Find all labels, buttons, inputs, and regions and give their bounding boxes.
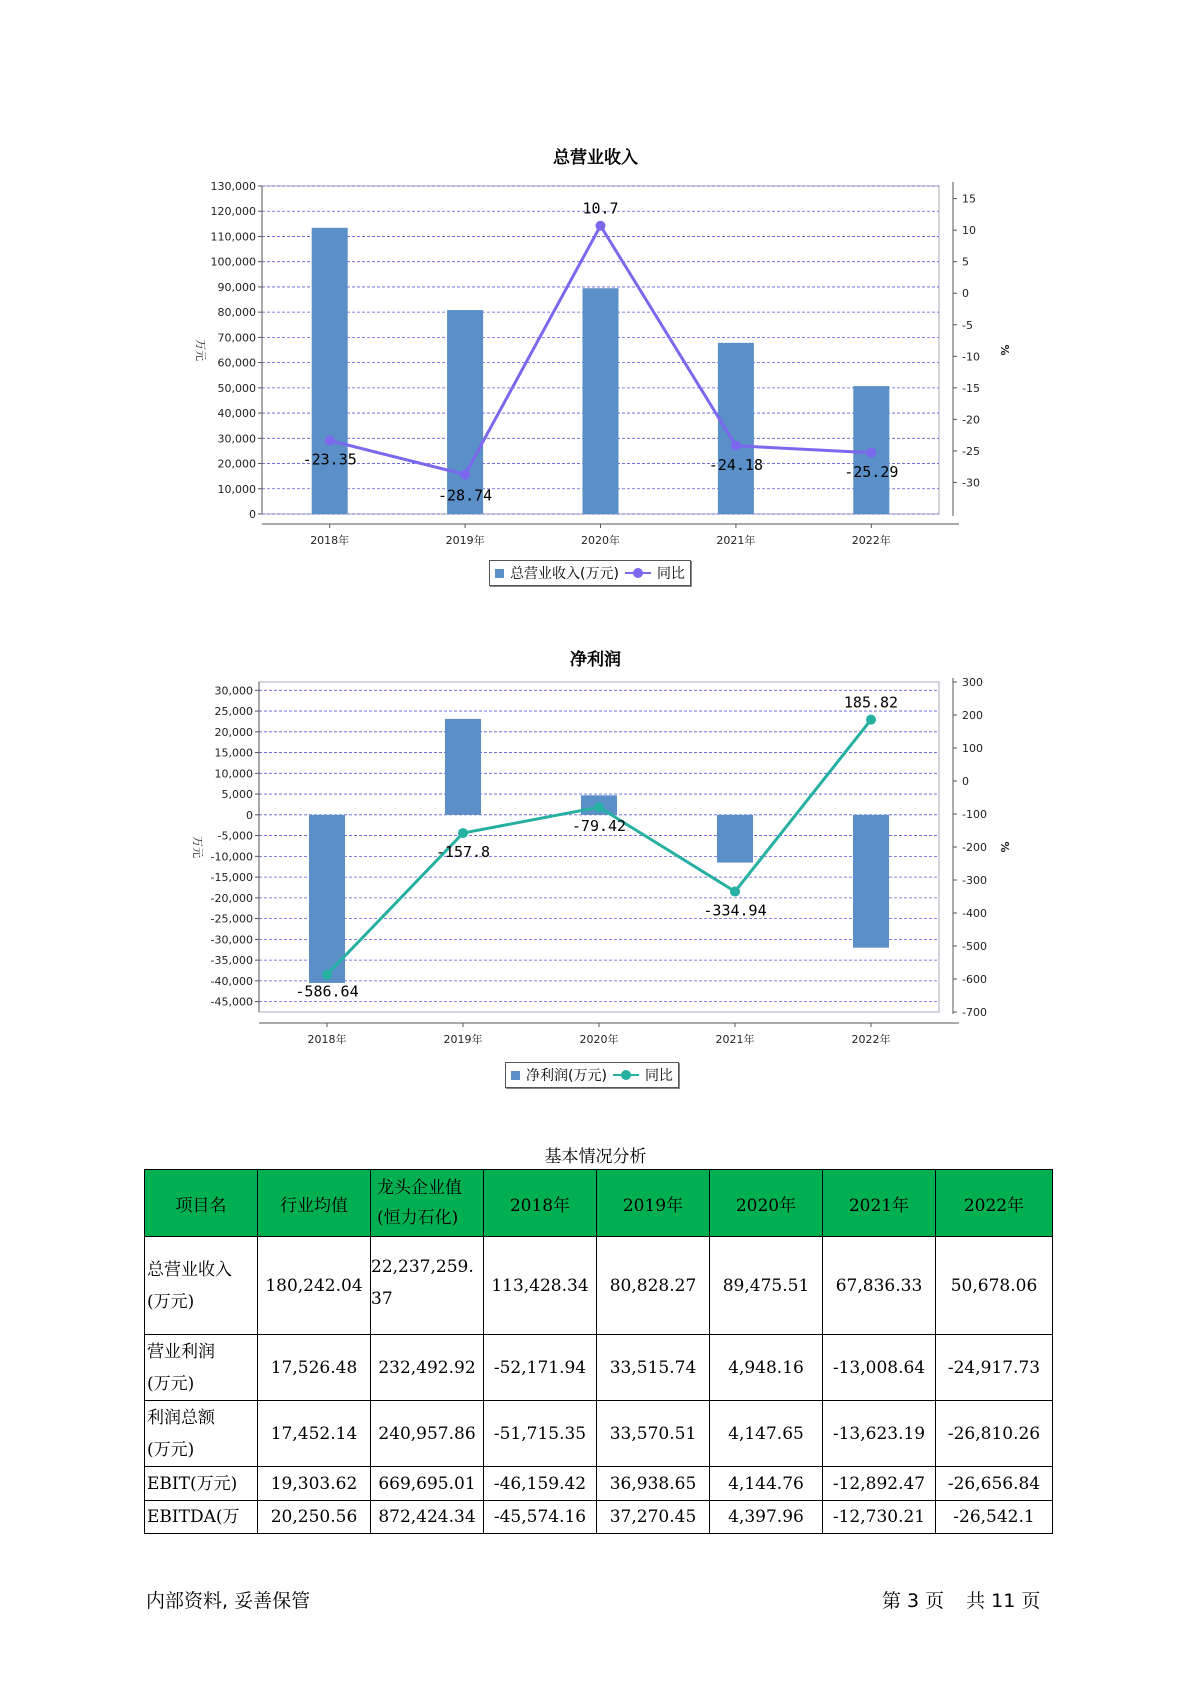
cell-2018: -52,171.94 — [484, 1335, 597, 1401]
cell-2021: -13,623.19 — [823, 1401, 936, 1467]
x-tick-label: 2019年 — [445, 534, 485, 547]
x-tick-label: 2021年 — [716, 534, 756, 547]
row-name-line2: (万元) — [147, 1439, 195, 1460]
y-tick-label: 10,000 — [217, 482, 256, 496]
x-tick-label: 2022年 — [851, 534, 891, 547]
revenue-bar-legend-label: 总营业收入(万元) — [510, 566, 619, 582]
x-tick-label: 2020年 — [579, 1033, 619, 1046]
yoy-point-2020年 — [594, 802, 604, 812]
footer-confidential-note: 内部资料, 妥善保管 — [146, 1590, 311, 1612]
y2-axis-title: % — [998, 841, 1011, 853]
yoy-data-label: -23.35 — [302, 450, 357, 469]
row-name — [145, 1335, 258, 1401]
basic-analysis-table — [144, 1169, 1053, 1534]
y2-tick-label: -200 — [962, 841, 987, 854]
y-tick-label: 20,000 — [217, 457, 256, 471]
y-tick-label: 120,000 — [210, 205, 256, 219]
cell-2022: -24,917.73 — [936, 1335, 1053, 1401]
header-2019: 2019年 — [597, 1170, 710, 1237]
yoy-data-label: -24.18 — [708, 455, 763, 474]
revenue-line-legend-label: 同比 — [656, 566, 685, 582]
cell-2020: 4,147.65 — [710, 1401, 823, 1467]
y-tick-label: 100,000 — [210, 255, 256, 269]
page-label-2: 页 — [925, 1590, 945, 1612]
cell-2022: -26,656.84 — [936, 1467, 1053, 1501]
profit-chart-legend — [505, 1062, 679, 1088]
bar-2021年 — [717, 815, 753, 863]
x-tick-label: 2018年 — [310, 534, 350, 547]
table-row — [145, 1501, 1053, 1534]
yoy-point-2018年 — [322, 970, 332, 980]
yoy-point-2019年 — [458, 828, 468, 838]
cell-2022: -26,810.26 — [936, 1401, 1053, 1467]
table-caption: 基本情况分析 — [544, 1147, 647, 1167]
cell-avg: 20,250.56 — [258, 1501, 371, 1534]
yoy-data-label: 10.7 — [582, 199, 619, 218]
cell-2018: -45,574.16 — [484, 1501, 597, 1534]
x-tick-label: 2018年 — [307, 1033, 347, 1046]
y-tick-label: 30,000 — [217, 432, 256, 446]
bar-2019年 — [445, 719, 481, 815]
cell-leader: 669,695.01 — [371, 1467, 484, 1501]
y2-tick-label: -10 — [962, 350, 980, 364]
row-name-line2: (万元) — [147, 1373, 195, 1394]
y2-tick-label: -700 — [962, 1006, 987, 1019]
row-name: EBITDA(万 — [145, 1501, 258, 1534]
row-name-line1: 总营业收入 — [147, 1259, 232, 1280]
table-header-row — [145, 1170, 1053, 1237]
y2-tick-label: -5 — [962, 318, 973, 332]
y-tick-label: 110,000 — [210, 230, 256, 244]
total-label-1: 共 — [966, 1590, 986, 1612]
y2-tick-label: 100 — [962, 742, 983, 755]
x-tick-label: 2021年 — [715, 1033, 755, 1046]
header-2021: 2021年 — [823, 1170, 936, 1237]
y2-tick-label: 10 — [962, 224, 976, 238]
page-label-1: 第 — [882, 1590, 902, 1612]
row-name: EBIT(万元) — [145, 1467, 258, 1501]
cell-2022: 50,678.06 — [936, 1237, 1053, 1335]
cell-2020: 4,397.96 — [710, 1501, 823, 1534]
y2-tick-label: -400 — [962, 907, 987, 920]
cell-2021: -13,008.64 — [823, 1335, 936, 1401]
total-label-2: 页 — [1021, 1590, 1041, 1612]
yoy-data-label: -334.94 — [703, 901, 767, 920]
footer-page-number — [882, 1586, 1046, 1613]
bar-2018年 — [309, 815, 345, 983]
y-tick-label: -40,000 — [210, 974, 253, 988]
y2-tick-label: -25 — [962, 444, 980, 458]
cell-2020: 4,144.76 — [710, 1467, 823, 1501]
y-tick-label: -15,000 — [210, 871, 253, 885]
yoy-point-2021年 — [730, 887, 740, 897]
x-tick-label: 2020年 — [581, 534, 620, 547]
header-leader-line2: (恒力石化) — [377, 1208, 459, 1228]
cell-avg: 180,242.04 — [258, 1237, 371, 1335]
cell-leader: 22,237,259.37 — [371, 1237, 484, 1335]
y-tick-label: 70,000 — [217, 331, 256, 345]
y2-tick-label: -100 — [962, 808, 987, 821]
row-name-line2: (万元) — [147, 1291, 195, 1312]
y-tick-label: 60,000 — [217, 356, 256, 370]
revenue-chart-title: 总营业收入 — [553, 148, 638, 168]
y-tick-label: 20,000 — [214, 725, 253, 739]
y-tick-label: -35,000 — [210, 954, 253, 968]
y2-tick-label: -30 — [962, 476, 980, 490]
cell-2019: 80,828.27 — [597, 1237, 710, 1335]
profit-chart-title: 净利润 — [570, 650, 621, 670]
yoy-data-label: -79.42 — [571, 817, 627, 836]
line-legend-swatch — [613, 1070, 639, 1080]
yoy-line — [327, 720, 871, 975]
x-tick-label: 2019年 — [443, 1033, 483, 1046]
y2-axis-title: % — [998, 344, 1011, 356]
y-tick-label: 5,000 — [221, 788, 253, 802]
cell-2022: -26,542.1 — [936, 1501, 1053, 1534]
row-name-line1: 营业利润 — [147, 1341, 215, 1362]
cell-2021: -12,730.21 — [823, 1501, 936, 1534]
row-name-line1: 利润总额 — [147, 1407, 215, 1428]
bar-2022年 — [853, 815, 889, 948]
yoy-data-label: -586.64 — [295, 982, 359, 1001]
cell-2018: 113,428.34 — [484, 1237, 597, 1335]
cell-avg: 17,526.48 — [258, 1335, 371, 1401]
header-2018: 2018年 — [484, 1170, 597, 1237]
y-tick-label: 50,000 — [217, 381, 256, 395]
yoy-data-label: -25.29 — [844, 462, 899, 481]
cell-2021: 67,836.33 — [823, 1237, 936, 1335]
y2-tick-label: -20 — [962, 413, 980, 427]
header-2022: 2022年 — [936, 1170, 1053, 1237]
y2-tick-label: 200 — [962, 709, 983, 722]
header-name: 项目名 — [145, 1170, 258, 1237]
y2-tick-label: 0 — [962, 287, 969, 301]
cell-avg: 17,452.14 — [258, 1401, 371, 1467]
cell-leader: 232,492.92 — [371, 1335, 484, 1401]
header-leader-line1: 龙头企业值 — [377, 1178, 462, 1198]
header-avg: 行业均值 — [258, 1170, 371, 1237]
y2-tick-label: -600 — [962, 973, 987, 986]
header-leader — [371, 1170, 484, 1237]
row-name — [145, 1401, 258, 1467]
cell-2021: -12,892.47 — [823, 1467, 936, 1501]
cell-2020: 4,948.16 — [710, 1335, 823, 1401]
cell-leader: 240,957.86 — [371, 1401, 484, 1467]
y-tick-label: 40,000 — [217, 407, 256, 421]
cell-leader: 872,424.34 — [371, 1501, 484, 1534]
y2-tick-label: -300 — [962, 874, 987, 887]
page-number: 3 — [907, 1590, 920, 1612]
table-row — [145, 1237, 1053, 1335]
yoy-data-label: -28.74 — [438, 486, 493, 505]
yoy-data-label: -157.8 — [435, 843, 491, 862]
y-tick-label: -45,000 — [210, 995, 253, 1009]
y-axis-title: 万元 — [194, 339, 207, 361]
bar-legend-swatch — [511, 1071, 520, 1080]
y-tick-label: -25,000 — [210, 912, 253, 926]
y-tick-label: 25,000 — [214, 705, 253, 719]
row-name — [145, 1237, 258, 1335]
y2-tick-label: 15 — [962, 192, 976, 206]
table-row — [145, 1335, 1053, 1401]
y-tick-label: 90,000 — [217, 280, 256, 294]
y-tick-label: 0 — [246, 808, 253, 822]
cell-2018: -51,715.35 — [484, 1401, 597, 1467]
cell-2019: 33,515.74 — [597, 1335, 710, 1401]
total-pages: 11 — [991, 1590, 1016, 1612]
yoy-data-label: 185.82 — [843, 693, 899, 712]
y-tick-label: -20,000 — [210, 891, 253, 905]
y2-tick-label: 0 — [962, 775, 969, 788]
cell-2020: 89,475.51 — [710, 1237, 823, 1335]
cell-2019: 37,270.45 — [597, 1501, 710, 1534]
y-tick-label: 130,000 — [210, 180, 256, 193]
cell-avg: 19,303.62 — [258, 1467, 371, 1501]
header-2020: 2020年 — [710, 1170, 823, 1237]
y-tick-label: 80,000 — [217, 306, 256, 320]
y-tick-label: 10,000 — [214, 767, 253, 781]
y-tick-label: 15,000 — [214, 746, 253, 760]
profit-bar-legend-label: 净利润(万元) — [526, 1068, 607, 1084]
y2-tick-label: -500 — [962, 940, 987, 953]
x-tick-label: 2022年 — [851, 1033, 891, 1046]
y-tick-label: 0 — [249, 508, 256, 521]
y-tick-label: 30,000 — [214, 684, 253, 698]
cell-2019: 36,938.65 — [597, 1467, 710, 1501]
table-row — [145, 1467, 1053, 1501]
y-tick-label: -30,000 — [210, 933, 253, 947]
y2-tick-label: 300 — [962, 676, 983, 689]
cell-2018: -46,159.42 — [484, 1467, 597, 1501]
cell-2019: 33,570.51 — [597, 1401, 710, 1467]
y-tick-label: -5,000 — [217, 829, 253, 843]
table-row — [145, 1401, 1053, 1467]
y2-tick-label: 5 — [962, 255, 969, 269]
y-tick-label: -10,000 — [210, 850, 253, 864]
y-axis-title: 万元 — [191, 836, 204, 858]
yoy-point-2022年 — [866, 715, 876, 725]
y2-tick-label: -15 — [962, 381, 980, 395]
profit-line-legend-label: 同比 — [644, 1068, 673, 1084]
